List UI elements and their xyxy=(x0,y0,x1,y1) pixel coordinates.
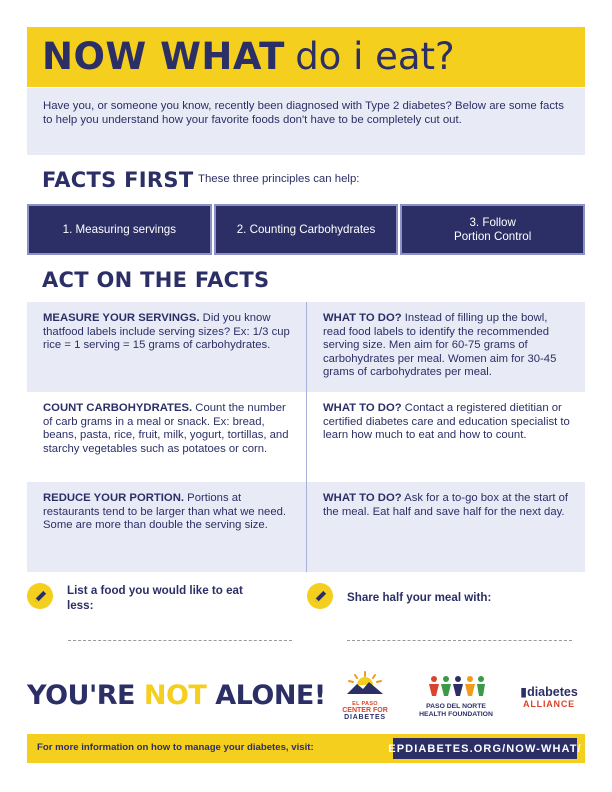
facts-first-heading: FACTS FIRST xyxy=(42,168,194,192)
act-on-facts-heading: ACT ON THE FACTS xyxy=(42,268,270,292)
fact-row-count xyxy=(27,392,585,482)
pencil-icon xyxy=(27,583,53,609)
tagline xyxy=(27,680,326,712)
fact-body: Contact a registered dietitian or certified diabetes care and education specialist to learn how much to eat and how to count. xyxy=(323,402,570,441)
paso-del-norte-logo xyxy=(412,674,500,719)
fact-body: Count the number of carb grams in a meal or snack. Ex: bread, beans, pasta, rice, fruit, milk, yogurt, tortillas, and starchy vegetables such as potatoes or corn. xyxy=(43,402,289,455)
fact-cell-right xyxy=(306,392,585,482)
principles-bar xyxy=(27,204,585,255)
fact-cell-right xyxy=(306,302,585,392)
fact-body: Instead of filling up the bowl, read food labels to identify the recommended serving size. Men aim for 60-75 grams of carbohydrates per meal. Women aim for 30-45 grams of carbohydrates per meal. xyxy=(323,312,557,378)
principle-counting xyxy=(214,204,399,255)
footer-bar xyxy=(27,734,585,763)
pdn-line1: PASO DEL NORTE xyxy=(426,703,486,710)
principle-label: 2. Counting Carbohydrates xyxy=(236,222,376,236)
activity-eat-less xyxy=(27,583,247,613)
el-paso-center-logo xyxy=(332,670,398,722)
share-half-prompt: Share half your meal with: xyxy=(347,591,492,604)
tagline-part1: YOU'RE xyxy=(27,680,144,711)
intro-box xyxy=(27,88,585,155)
footer-text: For more information on how to manage your diabetes, visit: xyxy=(37,742,314,753)
fact-heading: WHAT TO DO? xyxy=(323,492,402,504)
fact-heading: WHAT TO DO? xyxy=(323,312,402,324)
fact-cell-left xyxy=(27,482,306,572)
fact-heading: COUNT CARBOHYDRATES. xyxy=(43,402,193,414)
people-figures-icon xyxy=(426,674,486,698)
fact-heading: WHAT TO DO? xyxy=(323,402,402,414)
eat-less-prompt: List a food you would like to eat less: xyxy=(67,584,243,612)
principle-measuring xyxy=(27,204,212,255)
fact-cell-right xyxy=(306,482,585,572)
title-bold: NOW WHAT xyxy=(42,35,285,78)
ep-line1: EL PASO xyxy=(352,701,378,707)
tagline-highlight: NOT xyxy=(143,680,207,711)
principle-label: 3. Follow Portion Control xyxy=(454,215,532,243)
facts-first-subtitle: These three principles can help: xyxy=(198,173,360,185)
header-banner xyxy=(27,27,585,87)
ep-line2: CENTER FOR xyxy=(342,707,388,714)
facts-grid xyxy=(27,302,585,572)
da-word: diabetes xyxy=(527,685,578,699)
principle-label: 1. Measuring servings xyxy=(62,222,177,236)
page-title xyxy=(42,37,455,77)
fact-body: Ask for a to-go box at the start of the meal. Eat half and save half for the next day. xyxy=(323,492,569,518)
pencil-icon xyxy=(307,583,333,609)
tagline-part2: ALONE! xyxy=(206,680,326,711)
share-half-write-line[interactable] xyxy=(347,640,572,641)
fact-row-measure xyxy=(27,302,585,392)
eat-less-write-line[interactable] xyxy=(68,640,292,641)
fact-row-reduce xyxy=(27,482,585,572)
intro-text: Have you, or someone you know, recently been diagnosed with Type 2 diabetes? Below are some facts to help you understand how your favorite foods don't have to be completely cut out. xyxy=(43,100,564,126)
pdn-line2: HEALTH FOUNDATION xyxy=(419,711,493,718)
fact-heading: MEASURE YOUR SERVINGS. xyxy=(43,312,200,324)
diabetes-alliance-logo xyxy=(509,686,589,709)
activity-share-half xyxy=(307,583,491,609)
fact-cell-left xyxy=(27,392,306,482)
fact-body: Did you know thatfood labels include serving sizes? Ex: 1/3 cup rice = 1 serving = 15 grams of carbohydrates. xyxy=(43,312,290,351)
footer-url-link[interactable]: EPDIABETES.ORG/NOW-WHAT/ xyxy=(393,738,577,759)
sun-mountain-icon xyxy=(345,670,385,696)
fact-heading: REDUCE YOUR PORTION. xyxy=(43,492,185,504)
fact-body: Portions at restaurants tend to be larger than what we need. Some are more than double the serving size. xyxy=(43,492,287,531)
principle-portion xyxy=(400,204,585,255)
fact-cell-left xyxy=(27,302,306,392)
da-line1: ▮diabetes xyxy=(520,685,578,699)
ep-line3: DIABETES xyxy=(344,714,386,721)
title-light: do i eat? xyxy=(295,35,455,78)
da-line2: ALLIANCE xyxy=(523,699,575,709)
